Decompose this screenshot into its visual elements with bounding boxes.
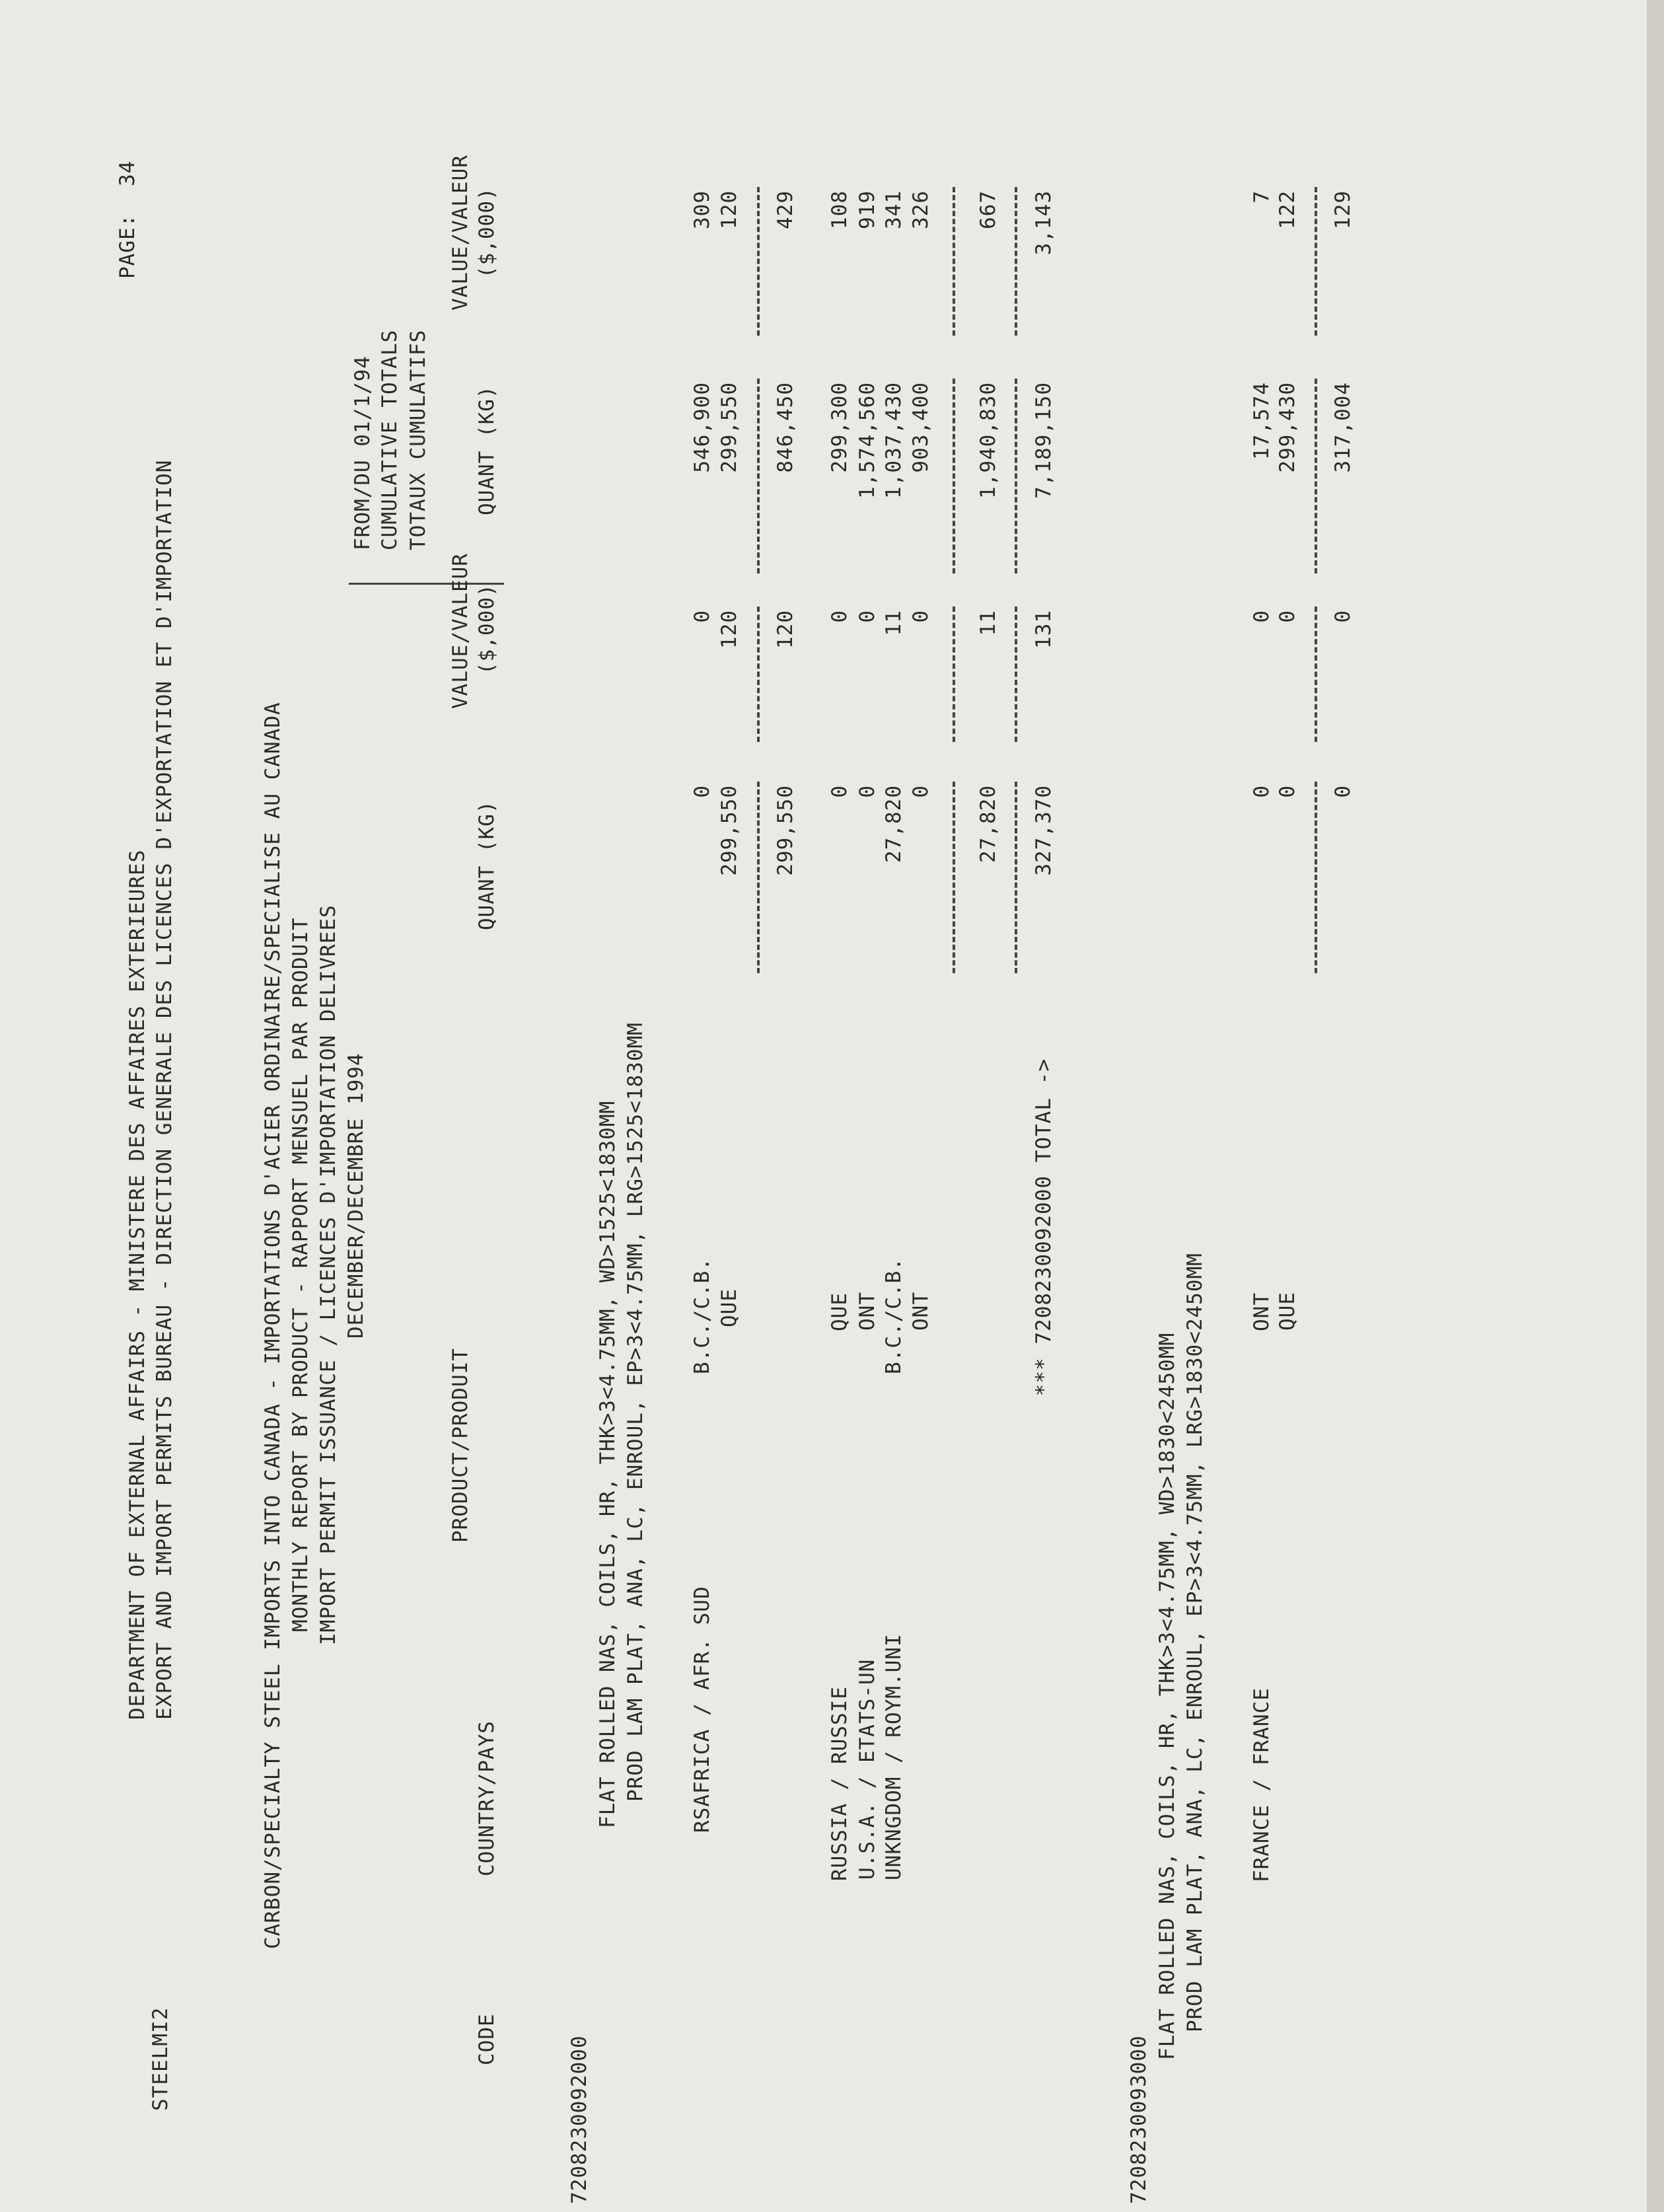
row-port: B.C./C.B. [690,1257,714,1374]
separator-dashes [1315,782,1317,973]
product-code: 7208230093000 [1127,2035,1151,2204]
report-subtitle: MONTHLY REPORT BY PRODUCT - RAPPORT MENSUEL PAR PRODUIT [289,917,312,1632]
col-cum-quant: QUANT (KG) [475,385,499,515]
row-cum-value: 341 [882,190,906,229]
row-cum-value: 326 [909,190,933,229]
subtotal-cum-value: 129 [1331,190,1355,229]
row-quant: 0 [1276,785,1299,798]
separator-dashes [1015,782,1017,973]
row-cum-quant: 299,550 [717,382,741,473]
separator-dashes [757,607,760,742]
row-quant: 0 [690,785,714,798]
separator-dashes [1315,379,1317,573]
row-port: ONT [909,1292,933,1331]
subtotal-quant: 299,550 [774,785,797,876]
col-code: CODE [475,2013,499,2065]
row-cum-quant: 903,400 [909,382,933,473]
col-quant: QUANT (KG) [475,800,499,930]
col-cum-value-unit: ($,000) [475,187,499,278]
product-description-en: FLAT ROLLED NAS, COILS, HR, THK>3<4.75MM, WD>1830<2450MM [1155,1332,1179,2060]
row-quant: 27,820 [882,785,906,863]
row-value: 11 [882,610,906,636]
separator-dashes [1015,607,1017,742]
total-cum-value: 3,143 [1032,190,1056,256]
separator-dashes [1015,187,1017,336]
subtotal-value: 0 [1331,610,1355,623]
row-quant: 0 [1250,785,1274,798]
row-quant: 0 [855,785,879,798]
separator-dashes [953,379,955,573]
separator-dashes [1315,187,1317,336]
total-cum-quant: 7,189,150 [1032,382,1056,499]
subtotal-cum-quant: 1,940,830 [976,382,1000,499]
row-value: 0 [909,610,933,623]
row-port: QUE [828,1292,851,1331]
row-cum-quant: 299,430 [1276,382,1299,473]
row-port: ONT [855,1292,879,1331]
row-port: QUE [1276,1292,1299,1331]
row-port: QUE [717,1288,741,1327]
bureau-line: EXPORT AND IMPORT PERMITS BUREAU - DIRECTION GENERALE DES LICENCES D'EXPORTATION ET D'IMPORTATION [153,459,176,1720]
subtotal-value: 11 [976,610,1000,636]
col-product: PRODUCT/PRODUIT [449,1348,472,1543]
row-value: 0 [828,610,851,623]
total-quant: 327,370 [1032,785,1056,876]
row-country: U.S.A. / ETATS-UN [855,1658,879,1880]
department-line: DEPARTMENT OF EXTERNAL AFFAIRS - MINISTERE DES AFFAIRES EXTERIEURES [126,849,149,1720]
report-subtitle-permits: IMPORT PERMIT ISSUANCE / LICENCES D'IMPORTATION DELIVREES [316,904,340,1645]
product-description-en: FLAT ROLLED NAS, COILS, HR, THK>3<4.75MM, WD>1525<1830MM [596,1100,620,1828]
row-value: 0 [690,610,714,623]
row-value: 120 [717,610,741,649]
cumulative-totals-fr: TOTAUX CUMULATIFS [406,329,430,550]
subtotal-quant: 27,820 [976,785,1000,863]
row-cum-value: 7 [1250,190,1274,203]
row-value: 0 [855,610,879,623]
product-description-fr: PROD LAM PLAT, ANA, LC, ENROUL, EP>3<4.75MM, LRG>1830<2450MM [1183,1253,1207,2032]
row-cum-value: 919 [855,190,879,229]
subtotal-cum-value: 667 [976,190,1000,229]
row-country: UNKNGDOM / ROYM.UNI [882,1633,906,1880]
page-number: 34 [116,160,139,186]
subtotal-quant: 0 [1331,785,1355,798]
row-cum-value: 108 [828,190,851,229]
subtotal-value: 120 [774,610,797,649]
report-period: DECEMBER/DECEMBRE 1994 [344,1052,368,1339]
page-label: PAGE: [116,213,139,279]
row-cum-value: 122 [1276,190,1299,229]
row-quant: 0 [828,785,851,798]
separator-dashes [757,782,760,973]
row-cum-quant: 1,574,560 [855,382,879,499]
col-value: VALUE/VALEUR [449,553,472,709]
col-cum-value: VALUE/VALEUR [449,155,472,311]
report-title: CARBON/SPECIALTY STEEL IMPORTS INTO CANADA - IMPORTATIONS D'ACIER ORDINAIRE/SPECIALISE AU CANADA [261,702,285,1949]
row-country: FRANCE / FRANCE [1250,1687,1274,1882]
separator-dashes [757,379,760,573]
row-country: RUSSIA / RUSSIE [828,1686,851,1881]
report-id: STEELMI2 [149,2007,172,2111]
row-cum-quant: 299,300 [828,382,851,473]
cumulative-totals-en: CUMULATIVE TOTALS [378,329,402,550]
separator-dashes [953,607,955,742]
separator-dashes [1015,379,1017,573]
col-value-unit: ($,000) [475,583,499,675]
row-country: RSAFRICA / AFR. SUD [690,1586,714,1833]
total-value: 131 [1032,610,1056,649]
row-port: B.C./C.B. [882,1257,906,1374]
row-port: ONT [1250,1292,1274,1331]
separator-dashes [953,187,955,336]
separator-dashes [757,187,760,336]
row-cum-value: 309 [690,190,714,229]
subtotal-cum-quant: 317,004 [1331,382,1355,473]
separator-dashes [1315,607,1317,742]
product-code: 7208230092000 [567,2035,591,2204]
subtotal-cum-quant: 846,450 [774,382,797,473]
product-total-label: *** 7208230092000 TOTAL -> [1032,1058,1056,1397]
separator-dashes [953,782,955,973]
period-from: FROM/DU 01/1/94 [351,355,375,550]
row-quant: 0 [909,785,933,798]
subtotal-cum-value: 429 [774,190,797,229]
row-cum-quant: 1,037,430 [882,382,906,499]
row-cum-value: 120 [717,190,741,229]
row-cum-quant: 546,900 [690,382,714,473]
col-country: COUNTRY/PAYS [475,1720,499,1876]
row-value: 0 [1250,610,1274,623]
row-quant: 299,550 [717,785,741,876]
product-description-fr: PROD LAM PLAT, ANA, LC, ENROUL, EP>3<4.75MM, LRG>1525<1830MM [624,1022,647,1802]
row-value: 0 [1276,610,1299,623]
row-cum-quant: 17,574 [1250,382,1274,460]
